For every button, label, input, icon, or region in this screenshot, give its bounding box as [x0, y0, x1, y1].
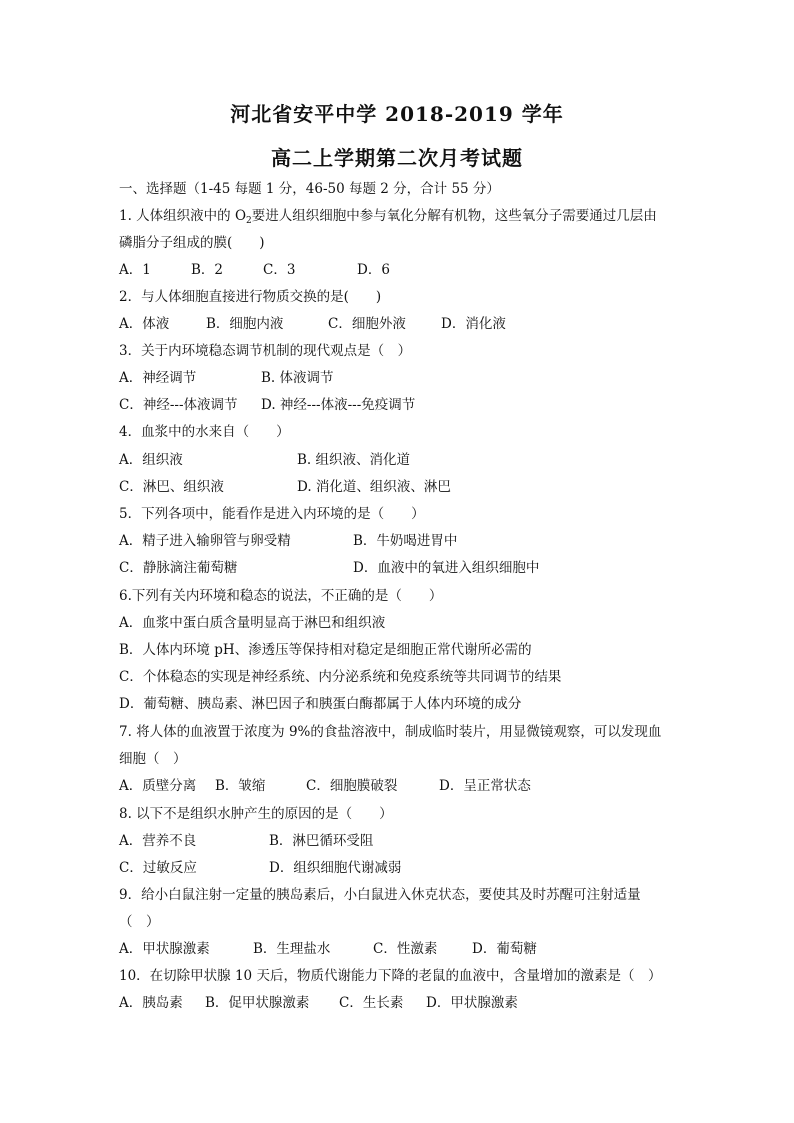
question-5-options-row1 — [119, 532, 457, 550]
question-4-options-row1 — [119, 451, 410, 469]
option-d: D．消化液 — [441, 316, 506, 332]
option-a: A．质壁分离 — [119, 778, 197, 794]
option-c: C．3 — [263, 262, 296, 278]
question-9-stem-line1: 9．给小白鼠注射一定量的胰岛素后，小白鼠进入休克状态，要使其及时苏醒可注射适量 — [119, 887, 641, 903]
option-b: B．促甲状腺激素 — [205, 995, 310, 1011]
question-10-stem: 10．在切除甲状腺 10 天后，物质代谢能力下降的老鼠的血液中，含量增加的激素是（ ） — [119, 968, 662, 984]
question-9-options — [119, 940, 537, 958]
option-d: D．呈正常状态 — [439, 778, 531, 794]
option-a: A．体液 — [119, 316, 170, 332]
question-5-options-row2 — [119, 559, 539, 577]
option-b: B．牛奶喝进胃中 — [353, 533, 458, 549]
question-2-stem: 2．与人体细胞直接进行物质交换的是( ) — [119, 289, 382, 305]
question-1-stem-line1: 1. 人体组织液中的 $O_2$要进人组织细胞中参与氧化分解有机物，这些氧分子需要通过几层由 — [119, 208, 657, 226]
question-3-options-row2 — [119, 396, 415, 414]
question-3-stem: 3．关于内环境稳态调节机制的现代观点是（ ） — [119, 343, 412, 359]
option-b: B. 组织液、消化道 — [297, 452, 411, 468]
option-d: D．葡萄糖 — [472, 941, 537, 957]
question-6-option-b: B．人体内环境 pH、渗透压等保持相对稳定是细胞正常代谢所必需的 — [119, 642, 532, 658]
exam-title-line1: 河北省安平中学 2018-2019 学年 — [230, 102, 564, 126]
question-5-stem: 5．下列各项中，能看作是进入内环境的是（ ） — [119, 506, 425, 522]
option-a: A．精子进入输卵管与卵受精 — [119, 533, 291, 549]
question-4-options-row2 — [119, 478, 451, 496]
question-7-options — [119, 777, 531, 795]
option-b: B．淋巴循环受阻 — [269, 833, 374, 849]
option-a: A．营养不良 — [119, 833, 197, 849]
option-d: D. 神经---体液---免疫调节 — [261, 397, 416, 413]
option-c: C．淋巴、组织液 — [119, 479, 224, 495]
option-a: A．胰岛素 — [119, 995, 183, 1011]
question-10-options — [119, 994, 518, 1012]
question-1-stem-line2: 磷脂分子组成的膜( ) — [119, 235, 265, 251]
question-8-stem: 8. 以下不是组织水肿产生的原因的是（ ） — [119, 806, 393, 822]
question-3-options-row1 — [119, 369, 334, 387]
exam-title-line2: 高二上学期第二次月考试题 — [271, 146, 523, 170]
option-a: A．甲状腺激素 — [119, 941, 210, 957]
option-a: A．1 — [119, 262, 151, 278]
option-c: C．性激素 — [373, 941, 438, 957]
option-c: C．生长素 — [339, 995, 404, 1011]
option-b: B．细胞内液 — [206, 316, 284, 332]
question-7-stem-line1: 7. 将人体的血液置于浓度为 9%的食盐溶液中，制成临时装片，用显微镜观察，可以发现血 — [119, 724, 662, 740]
option-b: B．生理盐水 — [253, 941, 331, 957]
option-c: C．细胞膜破裂 — [306, 778, 398, 794]
question-8-options-row2 — [119, 859, 401, 877]
question-8-options-row1 — [119, 832, 373, 850]
question-9-stem-line2: （ ） — [119, 914, 160, 930]
section-heading: 一、选择题（1-45 每题 1 分，46-50 每题 2 分，合计 55 分） — [119, 181, 500, 197]
option-d: D．血液中的氧进入组织细胞中 — [353, 560, 540, 576]
option-c: C．过敏反应 — [119, 860, 197, 876]
question-6-option-d: D．葡萄糖、胰岛素、淋巴因子和胰蛋白酶都属于人体内环境的成分 — [119, 696, 522, 712]
option-b: B．皱缩 — [215, 778, 266, 794]
option-b: B．2 — [191, 262, 224, 278]
option-c: C．细胞外液 — [328, 316, 406, 332]
option-a: A．神经调节 — [119, 370, 197, 386]
option-c: C．静脉滴注葡萄糖 — [119, 560, 238, 576]
question-7-stem-line2: 细胞（ ） — [119, 751, 187, 767]
option-c: C．神经---体液调节 — [119, 397, 238, 413]
question-1-options — [119, 261, 390, 279]
question-6-option-c: C．个体稳态的实现是神经系统、内分泌系统和免疫系统等共同调节的结果 — [119, 669, 562, 685]
option-b: B. 体液调节 — [261, 370, 334, 386]
question-2-options — [119, 315, 506, 333]
option-d: D．组织细胞代谢减弱 — [269, 860, 402, 876]
option-a: A．组织液 — [119, 452, 183, 468]
question-4-stem: 4．血浆中的水来自（ ） — [119, 424, 290, 440]
option-d: D．6 — [357, 262, 390, 278]
option-d: D. 消化道、组织液、淋巴 — [297, 479, 451, 495]
question-6-option-a: A．血浆中蛋白质含量明显高于淋巴和组织液 — [119, 615, 386, 631]
question-6-stem: 6.下列有关内环境和稳态的说法，不正确的是（ ） — [119, 588, 443, 604]
option-d: D．甲状腺激素 — [426, 995, 518, 1011]
